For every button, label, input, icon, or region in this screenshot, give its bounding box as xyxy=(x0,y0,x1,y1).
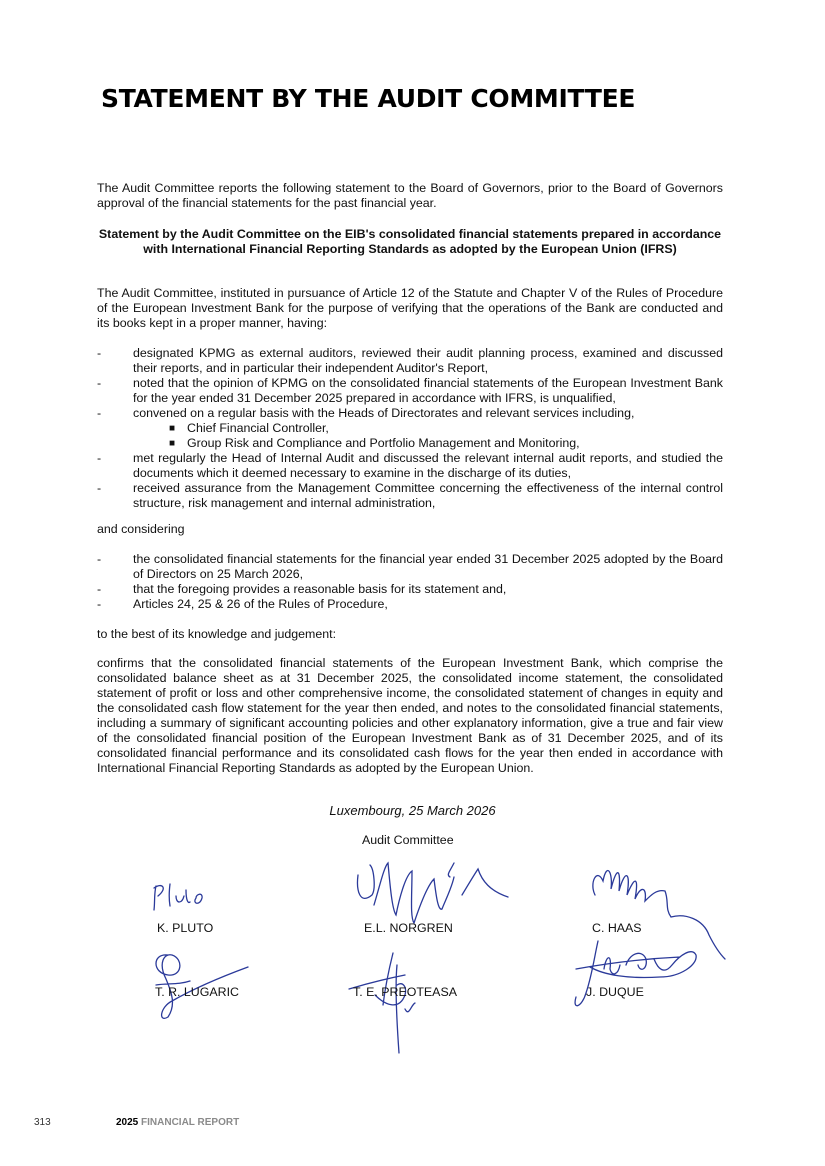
page-number: 313 xyxy=(34,1117,51,1128)
list-item: - noted that the opinion of KPMG on the consolidated financial statements of the European Investment Bank for the year ended 31 December 2025 prepared in accordance with IFRS, is unqualified, xyxy=(97,376,723,405)
place-date: Luxembourg, 25 March 2026 xyxy=(329,803,496,818)
list-item: - designated KPMG as external auditors, reviewed their audit planning process, examined and discussed their reports, and in particular their independent Auditor's Report, xyxy=(97,346,723,375)
signatory-name: J. DUQUE xyxy=(586,985,644,999)
list-item: - convened on a regular basis with the Heads of Directorates and relevant services including, ■ Chief Financial Controller, ■ Group Risk and Compliance and Portfolio Management and Monitoring, xyxy=(97,406,723,451)
committee-label: Audit Committee xyxy=(362,833,454,847)
sub-list xyxy=(133,421,723,451)
sub-list-item: ■ Chief Financial Controller, xyxy=(169,421,329,435)
sub-list-item: ■ Group Risk and Compliance and Portfolio Management and Monitoring, xyxy=(169,436,580,450)
signature-preoteasa xyxy=(345,945,440,1060)
list-item: - met regularly the Head of Internal Audit and discussed the relevant internal audit reports, and studied the documents which it deemed necessary to examine in the discharge of its duties, xyxy=(97,451,723,480)
page-title: STATEMENT BY THE AUDIT COMMITTEE xyxy=(101,84,636,113)
list-item: - that the foregoing provides a reasonable basis for its statement and, xyxy=(97,582,507,596)
signatory-name: E.L. NORGREN xyxy=(364,921,453,935)
intro-paragraph: The Audit Committee reports the following statement to the Board of Governors, prior to the Board of Governors approval of the financial statements for the past financial year. xyxy=(97,181,723,210)
signature-duque xyxy=(568,935,708,1015)
list-item: - the consolidated financial statements for the financial year ended 31 December 2025 adopted by the Board of Directors on 25 March 2026, xyxy=(97,552,723,581)
bullet-icon: ■ xyxy=(169,438,176,449)
list-item: - Articles 24, 25 & 26 of the Rules of Procedure, xyxy=(97,597,388,611)
having-list xyxy=(97,346,723,511)
statement-subheading: Statement by the Audit Committee on the EIB's consolidated financial statements prepared in accordance with International Financial Reporting Standards as adopted by the European Union (IFRS) xyxy=(98,227,722,256)
bullet-icon: ■ xyxy=(169,423,176,434)
signatory-name: C. HAAS xyxy=(592,921,642,935)
considering-label: and considering xyxy=(97,522,185,536)
considering-list xyxy=(97,552,723,612)
list-item: - received assurance from the Management Committee concerning the effectiveness of the internal control structure, risk management and internal administration, xyxy=(97,481,723,510)
signature-pluto xyxy=(148,880,218,914)
confirms-paragraph: confirms that the consolidated financial statements of the European Investment Bank, which comprise the consolidated balance sheet as at 31 December 2025, the consolidated income statement, the consolidated statement of profit or loss and other comprehensive income, the consolidated statement of changes in equity and the consolidated cash flow statement for the year then ended, and notes to the consolidated financial statements, including a summary of significant accounting policies and other explanatory information, give a true and fair view of the consolidated financial position of the European Investment Bank as of 31 December 2025, and of its consolidated financial performance and its consolidated cash flows for the year then ended in accordance with International Financial Reporting Standards as adopted by the European Union. xyxy=(97,656,723,775)
signatory-name: K. PLUTO xyxy=(157,921,214,935)
footer-report-title: 2025 FINANCIAL REPORT xyxy=(116,1117,240,1128)
signatory-name: T. E. PREOTEASA xyxy=(353,985,457,999)
best-knowledge-label: to the best of its knowledge and judgement: xyxy=(97,627,337,641)
signatory-name: T. R. LUGARIC xyxy=(155,985,239,999)
committee-paragraph: The Audit Committee, instituted in pursuance of Article 12 of the Statute and Chapter V of the Rules of Procedure of the European Investment Bank for the purpose of verifying that the operations of the Bank are conducted and its books kept in a proper manner, having: xyxy=(97,286,723,330)
